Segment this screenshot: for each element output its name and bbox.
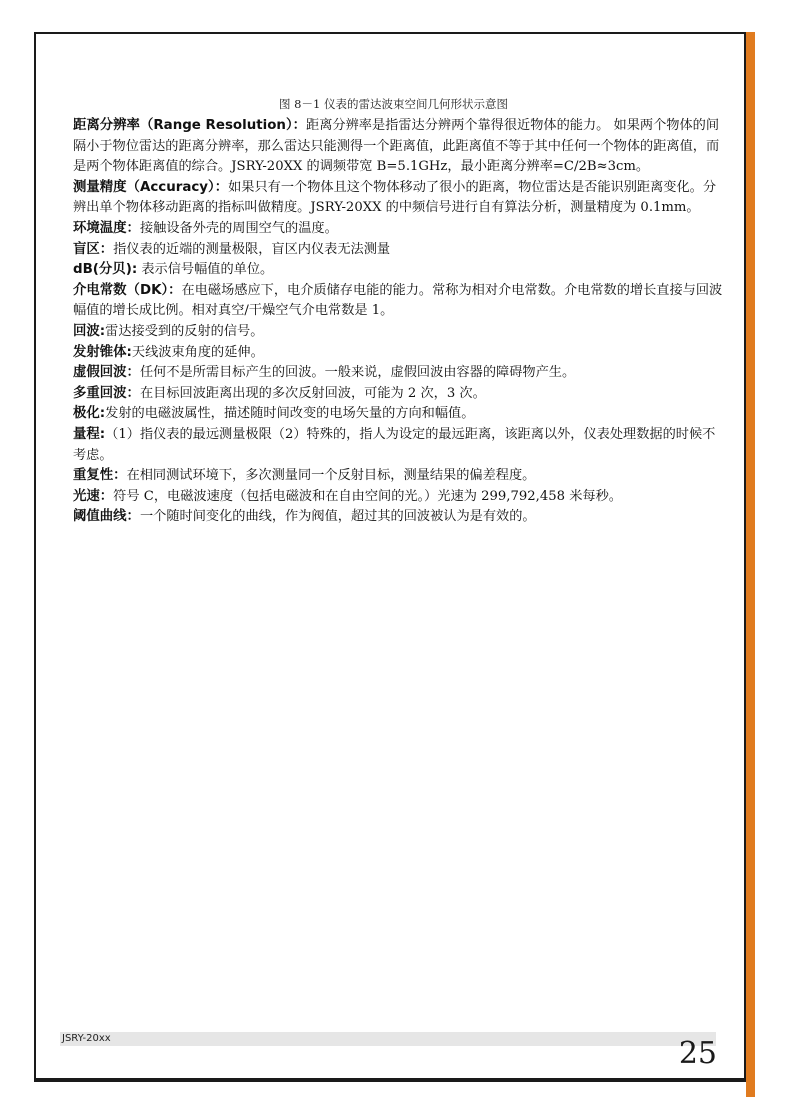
term: 介电常数（DK）： — [73, 282, 182, 298]
glossary-content — [73, 116, 723, 528]
glossary-entry-threshold-curve — [73, 507, 723, 528]
glossary-entry-range — [73, 425, 723, 466]
term: 发射锥体: — [73, 344, 132, 360]
definition: 表示信号幅值的单位。 — [137, 262, 274, 278]
glossary-entry-false-echo — [73, 363, 723, 384]
term: 环境温度： — [73, 220, 140, 236]
definition: 指仪表的近端的测量极限，盲区内仪表无法测量 — [113, 241, 391, 257]
term: 虚假回波： — [73, 365, 140, 381]
definition: 距离分辨率是指雷达分辨两个靠得很近物体的能力。 如果两个物体的间隔小于物位雷达的距离分辨率，那么雷达只能测得一个距离值，此距离值不等于其中任何一个物体的距离值，而是两个物体距离值的综合。JSRY-20XX 的调频带宽 B=5.1GHz，最小距离分辨率=C/2B≈3cm。 — [73, 118, 720, 175]
definition: （1）指仪表的最远测量极限（2）特殊的，指人为设定的最远距离，该距离以外，仪表处理数据的时候不考虑。 — [73, 426, 716, 463]
glossary-entry-emission-cone — [73, 343, 723, 364]
definition: 一个随时间变化的曲线，作为阀值，超过其的回波被认为是有效的。 — [139, 509, 536, 525]
term: 阈值曲线： — [73, 509, 140, 525]
definition: 接触设备外壳的周围空气的温度。 — [139, 220, 338, 236]
definition: 如果只有一个物体且这个物体移动了很小的距离，物位雷达是否能识别距离变化。分辨出单个物体移动距离的指标叫做精度。JSRY-20XX 的中频信号进行自有算法分析，测量精度为 0.1mm。 — [73, 179, 717, 216]
glossary-entry-range-resolution — [73, 116, 723, 178]
definition: 在目标回波距离出现的多次反射回波，可能为 2 次，3 次。 — [139, 385, 486, 401]
term: 光速： — [73, 488, 114, 504]
page-number: 25 — [678, 1036, 717, 1071]
definition: 符号 C，电磁波速度（包括电磁波和在自由空间的光。）光速为 299,792,458 米每秒。 — [113, 488, 622, 504]
glossary-entry-blind-zone — [73, 240, 723, 261]
glossary-entry-speed-of-light — [73, 487, 723, 508]
definition: 天线波束角度的延伸。 — [131, 344, 264, 360]
glossary-entry-dielectric-constant — [73, 281, 723, 322]
term: 极化: — [73, 406, 106, 422]
term: 盲区： — [73, 241, 114, 257]
definition: 雷达接受到的反射的信号。 — [105, 323, 264, 339]
glossary-entry-multiple-echo — [73, 384, 723, 405]
term: 量程: — [73, 426, 106, 442]
bottom-rule — [34, 1080, 746, 1082]
glossary-entry-echo — [73, 322, 723, 343]
figure-caption: 图 8－1 仪表的雷达波束空间几何形状示意图 — [279, 97, 508, 111]
term: dB(分贝): — [73, 262, 138, 278]
footer-bar — [60, 1032, 716, 1046]
term: 重复性： — [73, 468, 127, 484]
definition: 在电磁场感应下，电介质储存电能的能力。常称为相对介电常数。介电常数的增长直接与回波幅值的增长成比例。相对真空/干燥空气介电常数是 1。 — [73, 282, 723, 319]
footer-label: JSRY-20xx — [62, 1033, 111, 1044]
glossary-entry-repeatability — [73, 466, 723, 487]
glossary-entry-db — [73, 260, 723, 281]
term: 回波: — [73, 323, 106, 339]
definition: 任何不是所需目标产生的回波。一般来说，虚假回波由容器的障碍物产生。 — [139, 365, 576, 381]
definition: 发射的电磁波属性，描述随时间改变的电场矢量的方向和幅值。 — [105, 406, 475, 422]
accent-bar — [746, 32, 755, 1097]
term: 距离分辨率（Range Resolution）： — [73, 118, 307, 133]
definition: 在相同测试环境下，多次测量同一个反射目标，测量结果的偏差程度。 — [126, 468, 536, 484]
term: 测量精度（Accuracy）： — [73, 179, 229, 195]
term: 多重回波： — [73, 385, 140, 401]
glossary-entry-accuracy — [73, 178, 723, 219]
glossary-entry-ambient-temperature — [73, 219, 723, 240]
glossary-entry-polarization — [73, 404, 723, 425]
